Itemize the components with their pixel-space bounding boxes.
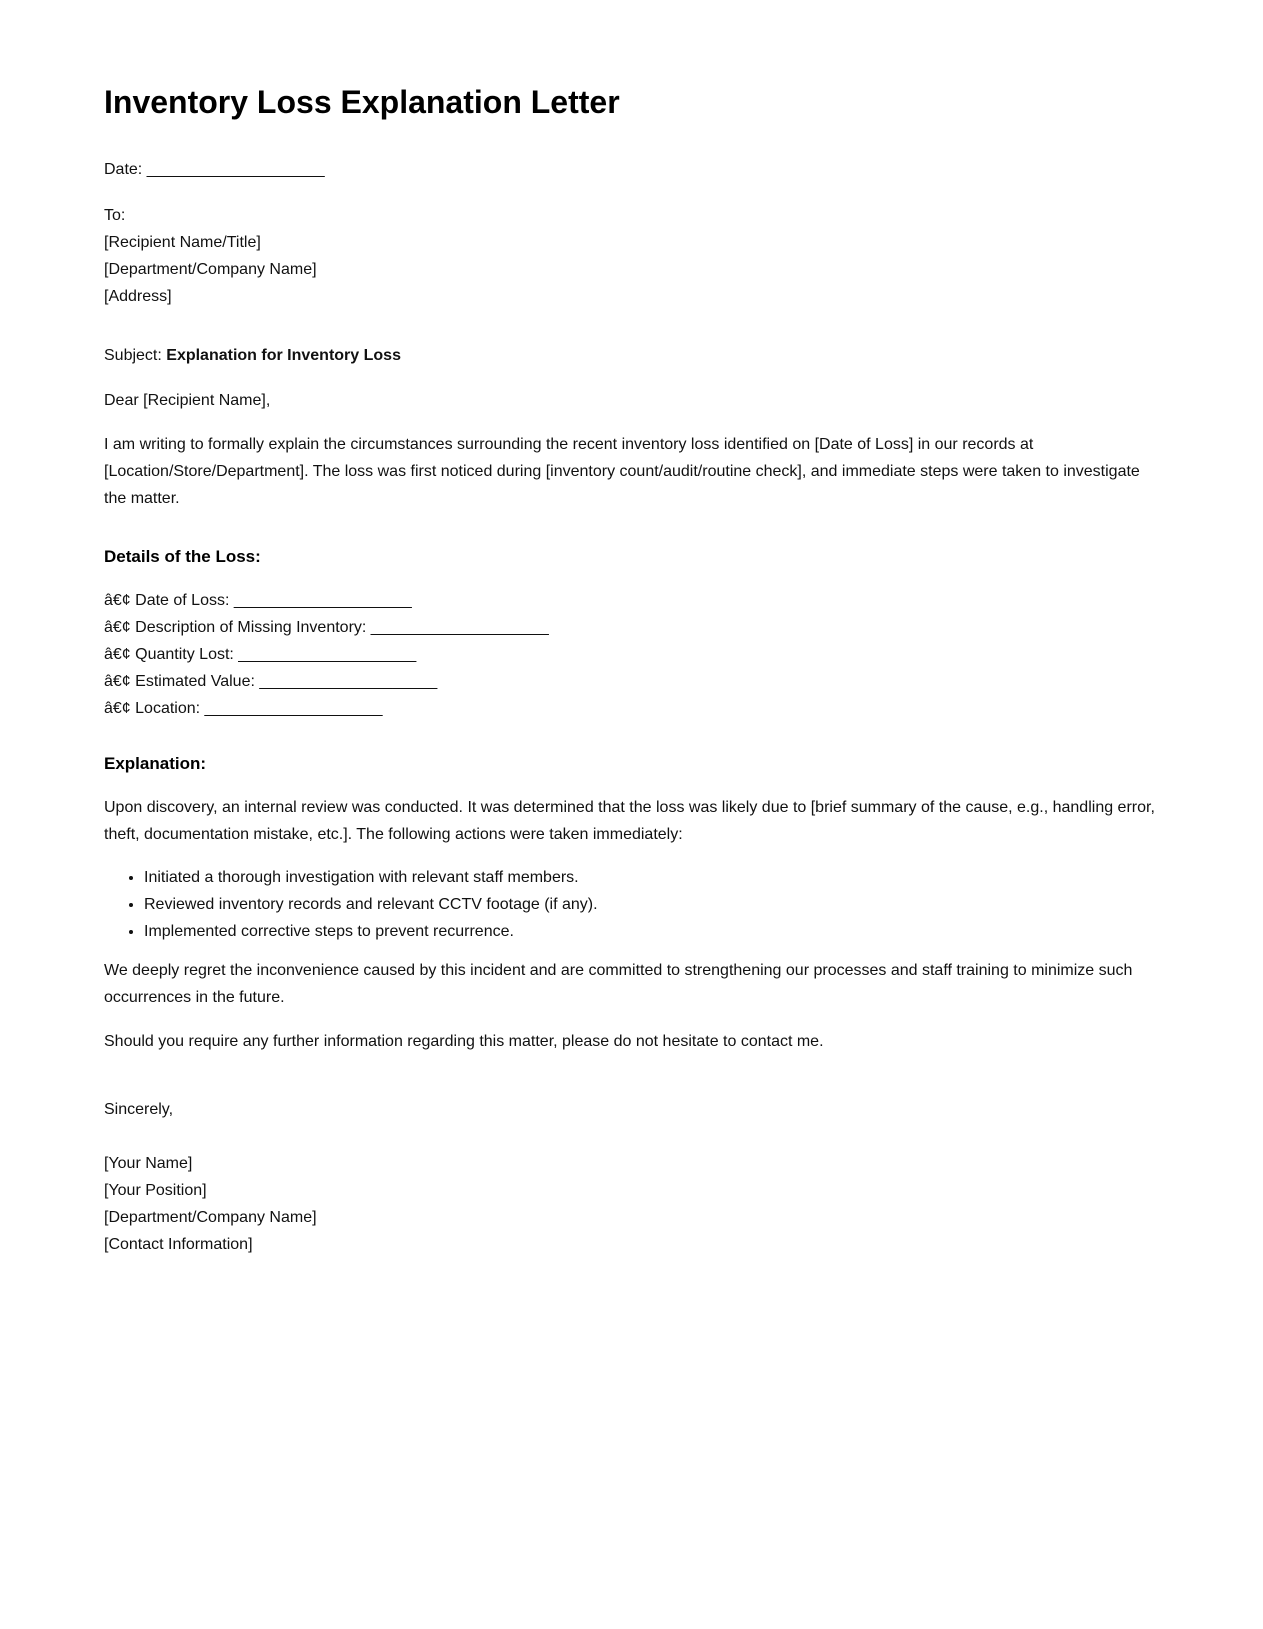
detail-location: â€¢ Location: ____________________ bbox=[104, 700, 383, 717]
signature-contact: [Contact Information] bbox=[104, 1236, 253, 1253]
detail-date-of-loss: â€¢ Date of Loss: ____________________ bbox=[104, 592, 412, 609]
subject-value: Explanation for Inventory Loss bbox=[166, 347, 401, 364]
closing-paragraph: Should you require any further information regarding this matter, please do not hesitate to contact me. bbox=[104, 1033, 824, 1050]
signature-position: [Your Position] bbox=[104, 1182, 207, 1199]
list-item: • Implemented corrective steps to prevent recurrence. bbox=[144, 918, 1159, 945]
actions-list bbox=[104, 864, 1159, 945]
recipient-block bbox=[104, 202, 1159, 310]
detail-estimated-value: â€¢ Estimated Value: ____________________ bbox=[104, 673, 438, 690]
signature-name: [Your Name] bbox=[104, 1155, 193, 1172]
details-list bbox=[104, 587, 1159, 722]
detail-quantity: â€¢ Quantity Lost: ____________________ bbox=[104, 646, 417, 663]
to-label: To: bbox=[104, 207, 126, 224]
details-heading: Details of the Loss: bbox=[104, 547, 261, 566]
subject-line bbox=[104, 342, 1159, 369]
recipient-address: [Address] bbox=[104, 288, 172, 305]
date-line: Date: ____________________ bbox=[104, 161, 325, 178]
list-item: • Initiated a thorough investigation with relevant staff members. bbox=[144, 864, 1159, 891]
greeting: Dear [Recipient Name], bbox=[104, 392, 271, 409]
sign-off: Sincerely, bbox=[104, 1101, 174, 1118]
page-title: Inventory Loss Explanation Letter bbox=[104, 84, 620, 120]
recipient-company: [Department/Company Name] bbox=[104, 261, 317, 278]
signature-company: [Department/Company Name] bbox=[104, 1209, 317, 1226]
explanation-heading: Explanation: bbox=[104, 754, 207, 773]
subject-label: Subject: bbox=[104, 347, 167, 364]
recipient-name: [Recipient Name/Title] bbox=[104, 234, 261, 251]
regret-paragraph: We deeply regret the inconvenience caused by this incident and are committed to strengthening our processes and staff training to minimize such occurrences in the future. bbox=[104, 962, 1133, 1006]
explanation-paragraph: Upon discovery, an internal review was conducted. It was determined that the loss was likely due to [brief summary of the cause, e.g., handling error, theft, documentation mistake, etc.]. The following actions were taken immediately: bbox=[104, 799, 1155, 843]
list-item: • Reviewed inventory records and relevant CCTV footage (if any). bbox=[144, 891, 1159, 918]
detail-description: â€¢ Description of Missing Inventory: ____________________ bbox=[104, 619, 549, 636]
intro-paragraph: I am writing to formally explain the circumstances surrounding the recent inventory loss identified on [Date of Loss] in our records at [Location/Store/Department]. The loss was first noticed during [inventory count/audit/routine check], and immediate steps were taken to investigate the matter. bbox=[104, 436, 1140, 507]
signature-block bbox=[104, 1150, 1159, 1258]
